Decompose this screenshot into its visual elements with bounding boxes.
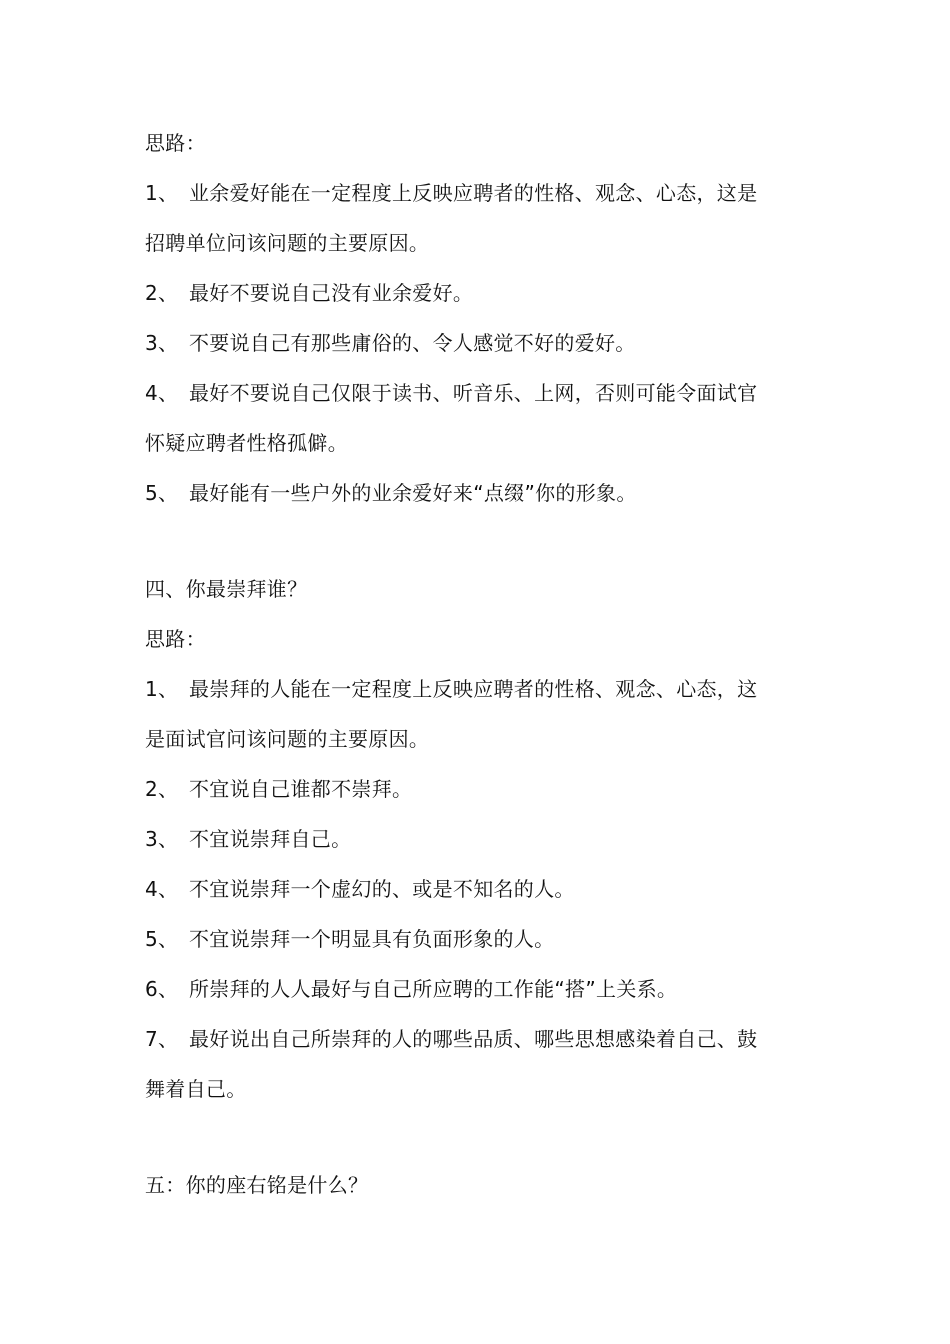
section4-item-5 bbox=[145, 914, 810, 964]
section4-item-1 bbox=[145, 664, 810, 764]
item-text: 不宜说崇拜一个虚幻的、或是不知名的人。 bbox=[189, 877, 575, 901]
item-number: 6、 bbox=[145, 977, 179, 1001]
section-spacer bbox=[145, 518, 810, 564]
section4-item-2 bbox=[145, 764, 810, 814]
section-spacer bbox=[145, 1114, 810, 1160]
item-number: 1、 bbox=[145, 181, 179, 205]
item-number: 2、 bbox=[145, 281, 179, 305]
item-text: 业余爱好能在一定程度上反映应聘者的性格、观念、心态，这是 bbox=[189, 181, 758, 205]
section3-item-3 bbox=[145, 318, 810, 368]
item-number: 5、 bbox=[145, 927, 179, 951]
item-text: 不宜说自己谁都不崇拜。 bbox=[189, 777, 413, 801]
item-text: 最好不要说自己没有业余爱好。 bbox=[189, 281, 474, 305]
item-text-continued: 舞着自己。 bbox=[145, 1077, 247, 1101]
section3-item-1 bbox=[145, 168, 810, 268]
item-number: 3、 bbox=[145, 331, 179, 355]
item-text: 不宜说崇拜自己。 bbox=[189, 827, 352, 851]
item-number: 3、 bbox=[145, 827, 179, 851]
item-number: 4、 bbox=[145, 381, 179, 405]
item-text-continued: 怀疑应聘者性格孤僻。 bbox=[145, 431, 348, 455]
section3-item-2 bbox=[145, 268, 810, 318]
item-text-continued: 招聘单位问该问题的主要原因。 bbox=[145, 231, 430, 255]
section3-item-5 bbox=[145, 468, 810, 518]
item-text: 最崇拜的人能在一定程度上反映应聘者的性格、观念、心态，这 bbox=[189, 677, 758, 701]
item-number: 7、 bbox=[145, 1027, 179, 1051]
item-text: 最好能有一些户外的业余爱好来“点缀”你的形象。 bbox=[189, 481, 637, 505]
section4-item-3 bbox=[145, 814, 810, 864]
section4-item-4 bbox=[145, 864, 810, 914]
section4-label: 思路： bbox=[145, 627, 206, 651]
item-number: 5、 bbox=[145, 481, 179, 505]
section4-item-6 bbox=[145, 964, 810, 1014]
section4-item-7 bbox=[145, 1014, 810, 1114]
section5-heading: 五：你的座右铭是什么？ bbox=[145, 1173, 369, 1197]
section3-item-4 bbox=[145, 368, 810, 468]
document-page bbox=[145, 118, 810, 1210]
section4-heading: 四、你最崇拜谁？ bbox=[145, 577, 308, 601]
section3-label: 思路： bbox=[145, 131, 206, 155]
item-number: 2、 bbox=[145, 777, 179, 801]
item-text: 不宜说崇拜一个明显具有负面形象的人。 bbox=[189, 927, 555, 951]
item-number: 4、 bbox=[145, 877, 179, 901]
item-text-continued: 是面试官问该问题的主要原因。 bbox=[145, 727, 430, 751]
item-text: 最好说出自己所崇拜的人的哪些品质、哪些思想感染着自己、鼓 bbox=[189, 1027, 758, 1051]
item-text: 不要说自己有那些庸俗的、令人感觉不好的爱好。 bbox=[189, 331, 636, 355]
item-text: 所崇拜的人人最好与自己所应聘的工作能“搭”上关系。 bbox=[189, 977, 678, 1001]
item-number: 1、 bbox=[145, 677, 179, 701]
item-text: 最好不要说自己仅限于读书、听音乐、上网，否则可能令面试官 bbox=[189, 381, 758, 405]
